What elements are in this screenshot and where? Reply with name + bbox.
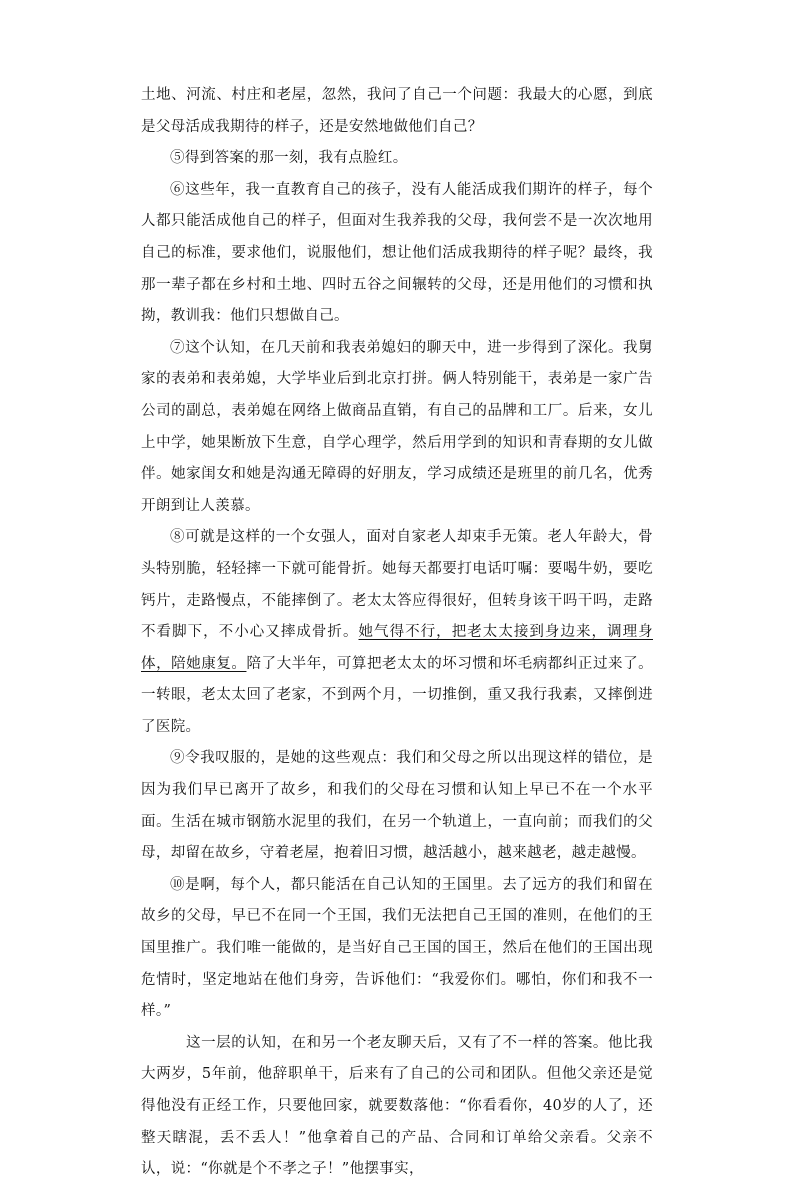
underlined-sentence: 她气得不行，把老太太接到身边来，调理身体，陪她康复。 (141, 624, 653, 672)
paragraph-10: ⑩是啊，每个人，都只能活在自己认知的王国里。去了远方的我们和留在故乡的父母，早已不在同一个王国，我们无法把自己王国的准则，在他们的王国里推广。我们唯一能做的，是当好自己王国的国王，然后在他们的王国出现危情时，坚定地站在他们身旁，告诉他们：“我爱你们。哪怕，你们和我不一样。” (141, 876, 653, 1020)
document-page (141, 80, 653, 1186)
paragraph-6: ⑥这些年，我一直教育自己的孩子，没有人能活成我们期许的样子，每个人都只能活成他自己的样子，但面对生我养我的父母，我何尝不是一次次地用自己的标准，要求他们，说服他们，想让他们活成我期待的样子呢？最终，我那一辈子都在乡村和土地、四时五谷之间辗转的父母，还是用他们的习惯和执拗，教训我：他们只想做自己。 (141, 181, 653, 325)
paragraph-8-rest: 陪了大半年，可算把老太太的坏习惯和坏毛病都纠正过来了。一转眼，老太太回了老家，不到两个月，一切推倒，重又我行我素，又摔倒进了医院。 (141, 655, 654, 735)
paragraph-7: ⑦这个认知，在几天前和我表弟媳妇的聊天中，进一步得到了深化。我舅家的表弟和表弟媳，大学毕业后到北京打拼。俩人特别能干，表弟是一家广告公司的副总，表弟媳在网络上做商品直销，有自己的品牌和工厂。后来，女儿上中学，她果断放下生意，自学心理学，然后用学到的知识和青春期的女儿做伴。她家闺女和她是沟通无障碍的好朋友，学习成绩还是班里的前几名，优秀开朗到让人羡慕。 (141, 339, 653, 514)
paragraph-11: 这一层的认知，在和另一个老友聊天后，又有了不一样的答案。他比我大两岁，5年前，他辞职单干，后来有了自己的公司和团队。但他父亲还是觉得他没有正经工作，只要他回家，就要数落他：“你看看你，40岁的人了，还整天瞎混，丢不丢人！”他拿着自己的产品、合同和订单给父亲看。父亲不认，说：“你就是个不孝之子！”他摆事实， (141, 1034, 653, 1178)
paragraph-9: ⑨令我叹服的，是她的这些观点：我们和父母之所以出现这样的错位，是因为我们早已离开了故乡，和我们的父母在习惯和认知上早已不在一个水平面。生活在城市钢筋水泥里的我们，在另一个轨道上，一直向前；而我们的父母，却留在故乡，守着老屋，抱着旧习惯，越活越小，越来越老，越走越慢。 (141, 750, 653, 862)
paragraph-continued: 土地、河流、村庄和老屋，忽然，我问了自己一个问题：我最大的心愿，到底是父母活成我期待的样子，还是安然地做他们自己？ (141, 87, 653, 135)
paragraph-8 (141, 522, 653, 743)
paragraph-8-lead: ⑧可就是这样的一个女强人，面对自家老人却束手无策。老人年龄大，骨头特别脆，轻轻摔一下就可能骨折。她每天都要打电话叮嘱：要喝牛奶，要吃钙片，走路慢点，不能摔倒了。老太太答应得很好，但转身该干吗干吗，走路不看脚下，不小心又摔成骨折。 (141, 529, 653, 641)
paragraph-5: ⑤得到答案的那一刻，我有点脸红。 (170, 150, 408, 167)
